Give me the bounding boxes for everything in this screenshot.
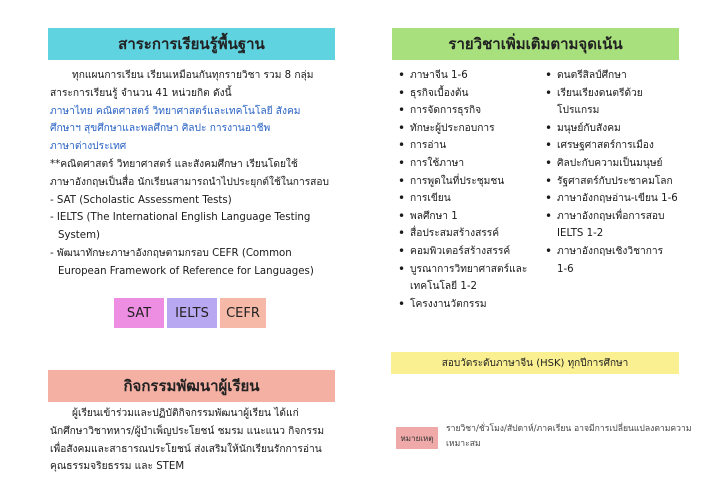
cefr-badge: CEFR <box>220 298 266 328</box>
elective-item: IELTS 1-2 <box>557 228 604 240</box>
hsk-banner <box>391 352 679 374</box>
electives-header <box>392 28 679 60</box>
core-note-line-2: ภาษาอังกฤษเป็นสื่อ นักเรียนสามารถนำไปประยุกต์ใช้ในการสอบ <box>50 176 329 188</box>
core-curriculum-header <box>48 28 335 60</box>
core-intro-line-2: สาระการเรียนรู้ จำนวน 41 หน่วยกิต ดังนี้ <box>50 87 232 99</box>
core-intro-line-1: ทุกแผนการเรียน เรียนเหมือนกันทุกรายวิชา รวม 8 กลุ่ม <box>72 70 314 81</box>
elective-item: • ภาษาจีน 1-6 <box>396 67 536 85</box>
elective-item: • โครงงานวัตกรรม <box>396 296 536 314</box>
elective-item: • ธุรกิจเบื้องต้น <box>396 85 536 103</box>
elective-item: • ภาษาอังกฤษอ่าน-เขียน 1-6 <box>543 190 683 208</box>
exam-item-sat: - SAT (Scholastic Assessment Tests) <box>50 194 232 206</box>
electives-list-right <box>543 67 683 278</box>
elective-item: • บูรณาการวิทยาศาสตร์และ <box>396 261 536 279</box>
elective-item: • การอ่าน <box>396 137 536 155</box>
elective-item: • เศรษฐศาสตร์การเมือง <box>543 137 683 155</box>
elective-item: • รัฐศาสตร์กับประชาคมโลก <box>543 173 683 191</box>
exam-item-cefr-cont: European Framework of Reference for Languages) <box>58 265 314 277</box>
elective-item: 1-6 <box>557 263 574 275</box>
elective-item: เทคโนโลยี 1-2 <box>410 281 478 293</box>
activities-line-1: ผู้เรียนเข้าร่วมและปฏิบัติกิจกรรมพัฒนาผู้เรียน ได้แก่ <box>72 408 299 419</box>
elective-item: • ศิลปะกับความเป็นมนุษย์ <box>543 155 683 173</box>
exam-item-ielts: - IELTS (The International English Language Testing <box>50 212 311 224</box>
hsk-text: สอบวัดระดับภาษาจีน (HSK) ทุกปีการศึกษา <box>441 357 629 369</box>
note-text: รายวิชา/ชั่วโมง/สัปดาห์/ภาคเรียน อาจมีการเปลี่ยนแปลงตามความเหมาะสม <box>446 424 692 449</box>
exam-item-ielts-cont: System) <box>58 230 100 242</box>
elective-item: • มนุษย์กับสังคม <box>543 120 683 138</box>
elective-item: • พลศึกษา 1 <box>396 208 536 226</box>
elective-item: • คอมพิวเตอร์สร้างสรรค์ <box>396 243 536 261</box>
core-curriculum-body <box>50 67 340 281</box>
note-label: หมายเหตุ <box>396 427 438 449</box>
elective-item: โปรแกรม <box>557 105 600 117</box>
student-activities-title: กิจกรรมพัฒนาผู้เรียน <box>123 377 260 395</box>
activities-line-2: นักศึกษาวิชาทหาร/ผู้บำเพ็ญประโยชน์ ชมรม แนะแนว กิจกรรม <box>50 425 325 437</box>
sat-badge: SAT <box>114 298 164 328</box>
electives-title: รายวิชาเพิ่มเติมตามจุดเน้น <box>448 35 623 53</box>
elective-item: • การเขียน <box>396 190 536 208</box>
elective-item: • การใช้ภาษา <box>396 155 536 173</box>
elective-item: • ทักษะผู้ประกอบการ <box>396 120 536 138</box>
exam-item-cefr: - พัฒนาทักษะภาษาอังกฤษตามกรอบ CEFR (Common <box>50 247 292 259</box>
student-activities-header <box>48 370 335 402</box>
student-activities-body <box>50 405 342 476</box>
elective-item: • เรียนเรียงดนตรีด้วย <box>543 85 683 103</box>
core-subjects-line-1: ภาษาไทย คณิตศาสตร์ วิทยาศาสตร์และเทคโนโลยี สังคม <box>50 105 301 117</box>
core-subjects-line-2: ศึกษาฯ สุขศึกษาและพลศึกษา ศิลปะ การงานอาชีพ <box>50 123 271 135</box>
elective-item: • การจัดการธุรกิจ <box>396 102 536 120</box>
activities-line-3: เพื่อสังคมและสาธารณประโยชน์ ส่งเสริมให้นักเรียนรักการอ่าน <box>50 443 322 455</box>
core-curriculum-title: สาระการเรียนรู้พื้นฐาน <box>118 35 265 53</box>
core-subjects-line-3: ภาษาต่างประเทศ <box>50 141 127 153</box>
elective-item: • การพูดในที่ประชุมชน <box>396 173 536 191</box>
elective-item: • สื่อประสมสร้างสรรค์ <box>396 225 536 243</box>
ielts-badge: IELTS <box>167 298 217 328</box>
core-note-line-1: **คณิตศาสตร์ วิทยาศาสตร์ และสังคมศึกษา เรียนโดยใช้ <box>50 158 298 170</box>
activities-line-4: คุณธรรมจริยธรรม และ STEM <box>50 461 185 473</box>
elective-item: • ภาษาอังกฤษเพื่อการสอบ <box>543 208 683 226</box>
electives-list-left <box>396 67 536 313</box>
elective-item: • ดนตรีสิลป์ศึกษา <box>543 67 683 85</box>
elective-item: • ภาษาอังกฤษเชิงวิชาการ <box>543 243 683 261</box>
